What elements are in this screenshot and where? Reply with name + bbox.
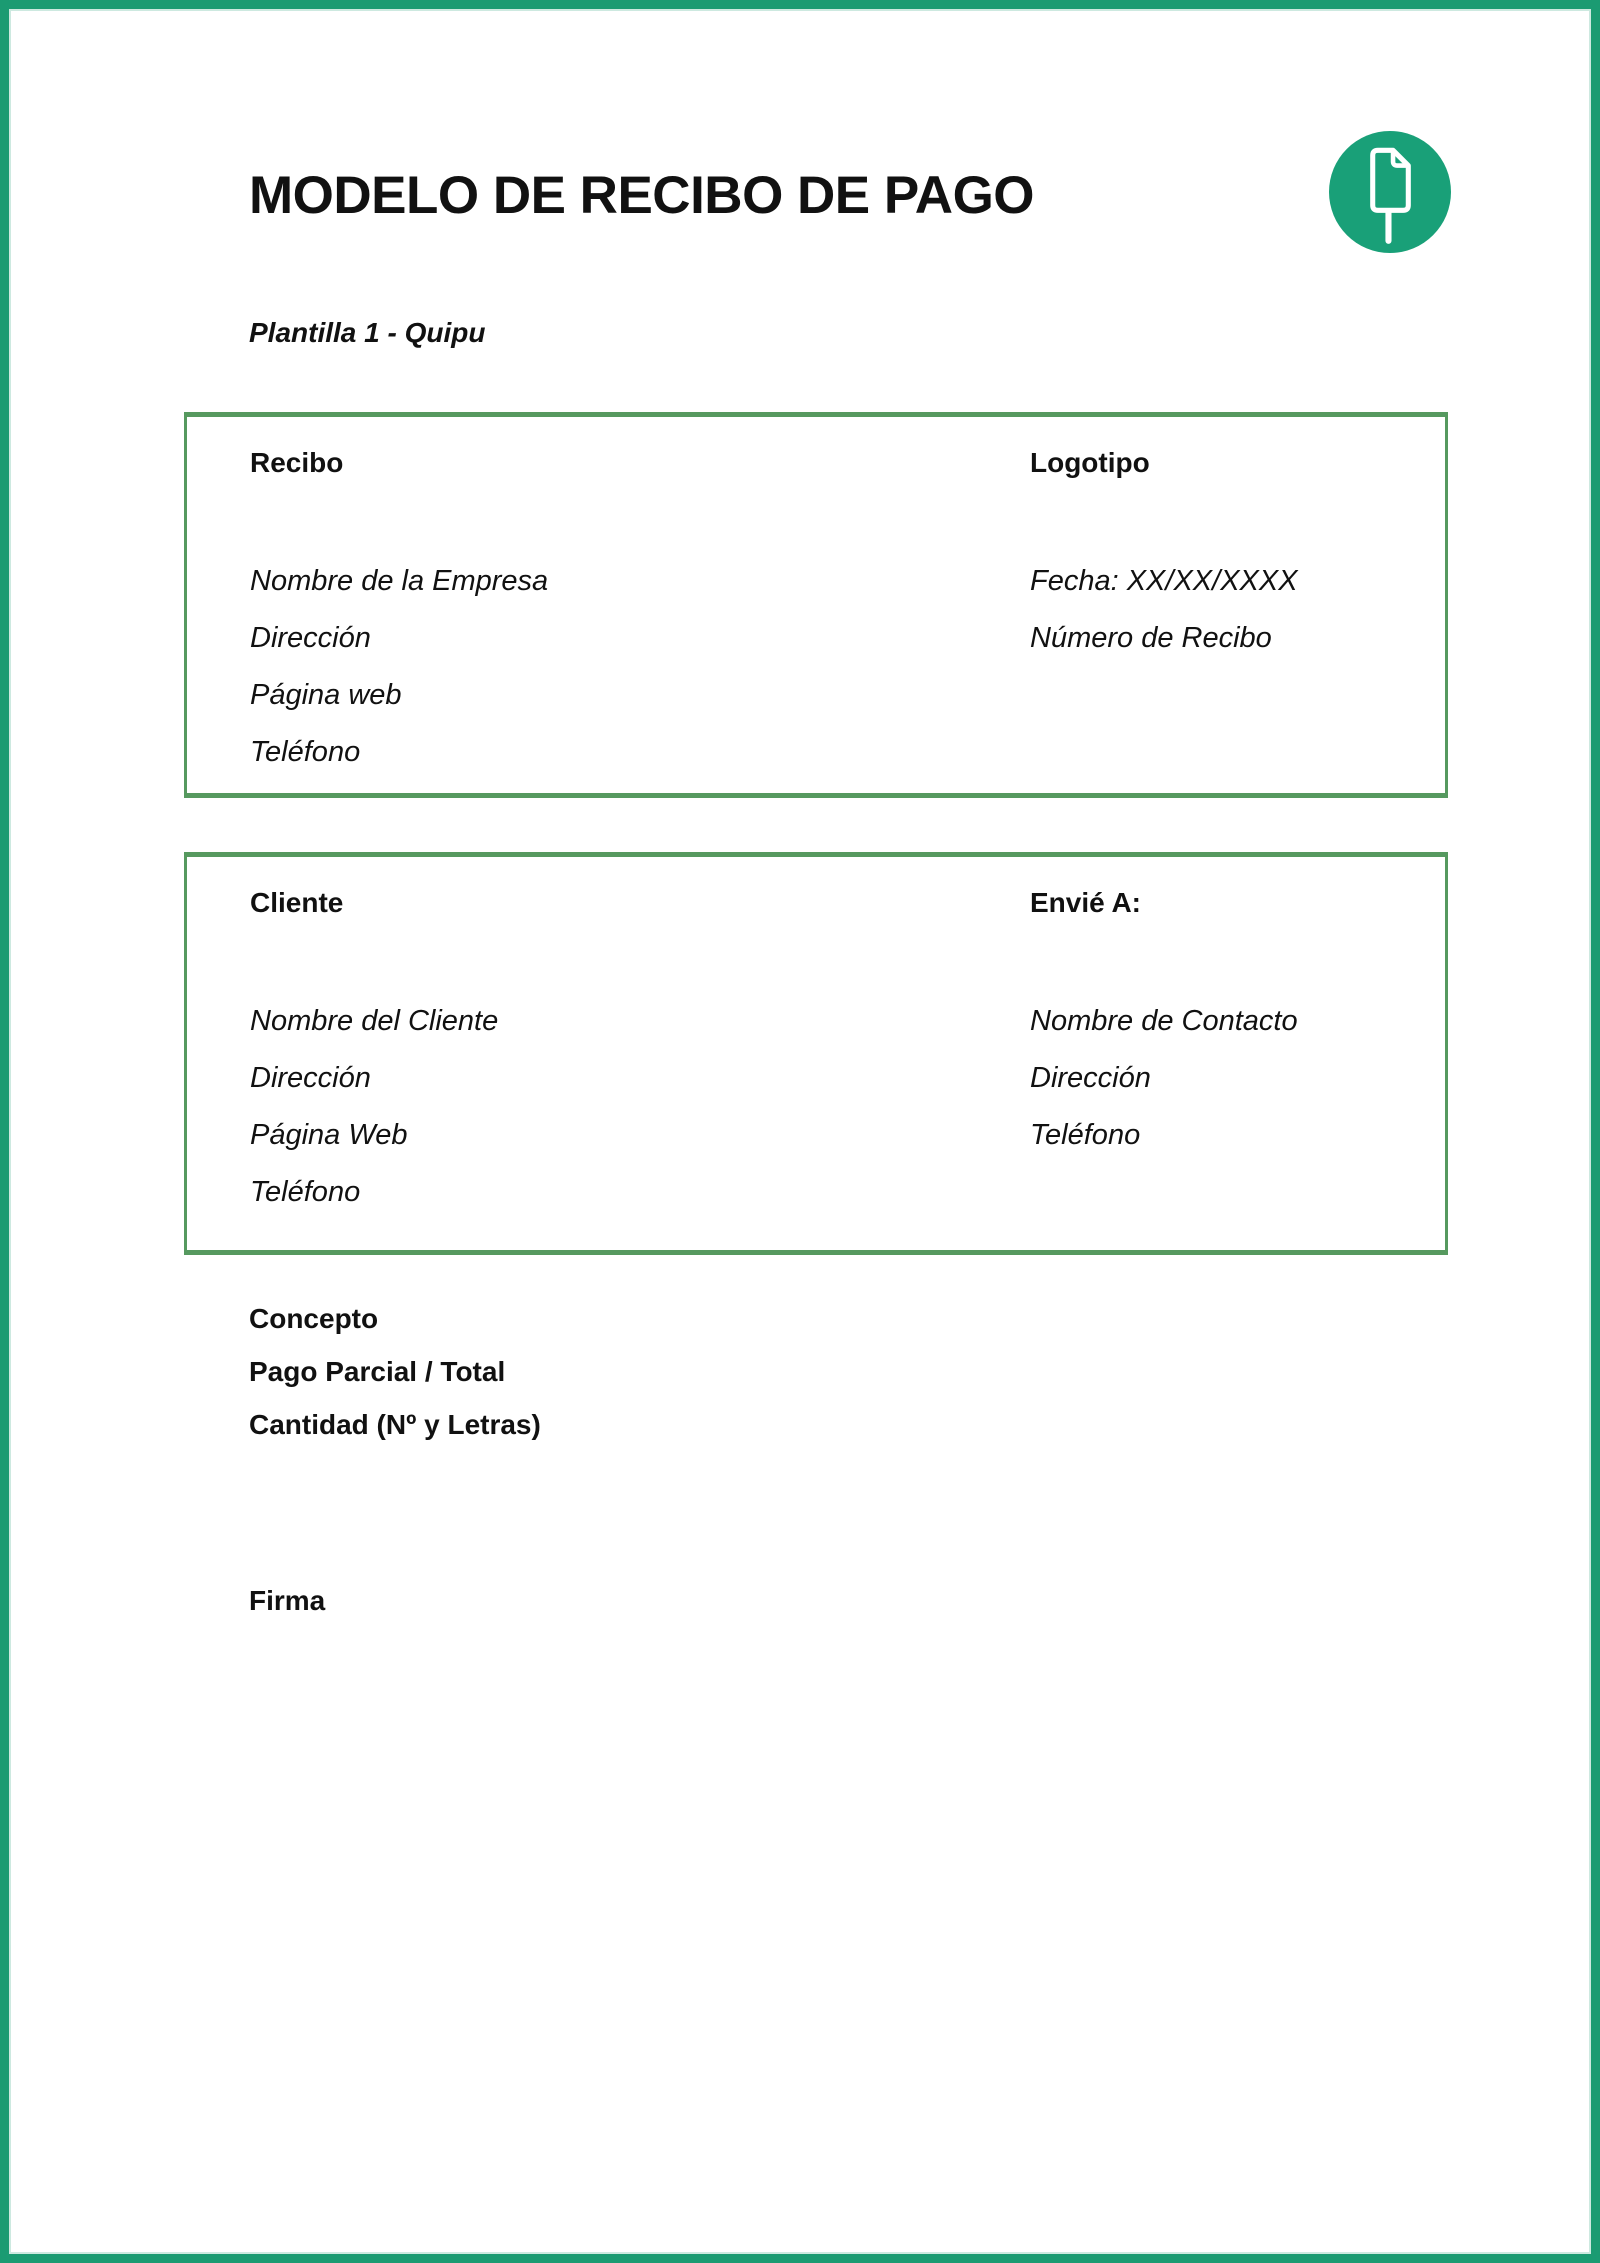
company-website-label: Página web xyxy=(250,679,402,711)
client-name-label: Nombre del Cliente xyxy=(250,1005,499,1037)
payment-type-label: Pago Parcial / Total xyxy=(249,1356,506,1387)
client-info-box xyxy=(184,852,1448,1255)
client-box-header: Cliente xyxy=(250,887,344,918)
company-phone-label: Teléfono xyxy=(250,736,361,768)
contact-name-label: Nombre de Contacto xyxy=(1030,1005,1298,1037)
logo-placeholder-header: Logotipo xyxy=(1030,447,1150,478)
signature-label: Firma xyxy=(249,1585,326,1616)
client-fields-list xyxy=(250,1003,950,1231)
amount-label: Cantidad (Nº y Letras) xyxy=(249,1409,541,1440)
client-phone-label: Teléfono xyxy=(250,1176,361,1208)
contact-address-label: Dirección xyxy=(1030,1062,1151,1094)
page-subtitle: Plantilla 1 - Quipu xyxy=(249,317,486,348)
date-label: Fecha: XX/XX/XXXX xyxy=(1030,565,1298,597)
client-website-label: Página Web xyxy=(250,1119,408,1151)
client-address-label: Dirección xyxy=(250,1062,371,1094)
ship-to-fields-list xyxy=(1030,1003,1600,1174)
receipt-info-box xyxy=(184,412,1448,798)
company-name-label: Nombre de la Empresa xyxy=(250,565,549,597)
page-title: MODELO DE RECIBO DE PAGO xyxy=(249,166,1035,225)
concept-section xyxy=(249,1292,541,1451)
receipt-meta-list xyxy=(1030,563,1600,677)
receipt-sign-icon xyxy=(1329,131,1451,253)
quipu-logo xyxy=(1329,131,1451,253)
company-fields-list xyxy=(250,563,950,791)
contact-phone-label: Teléfono xyxy=(1030,1119,1141,1151)
concept-label: Concepto xyxy=(249,1303,379,1334)
company-address-label: Dirección xyxy=(250,622,371,654)
receipt-box-header: Recibo xyxy=(250,447,344,478)
receipt-number-label: Número de Recibo xyxy=(1030,622,1272,654)
ship-to-header: Envié A: xyxy=(1030,887,1141,918)
